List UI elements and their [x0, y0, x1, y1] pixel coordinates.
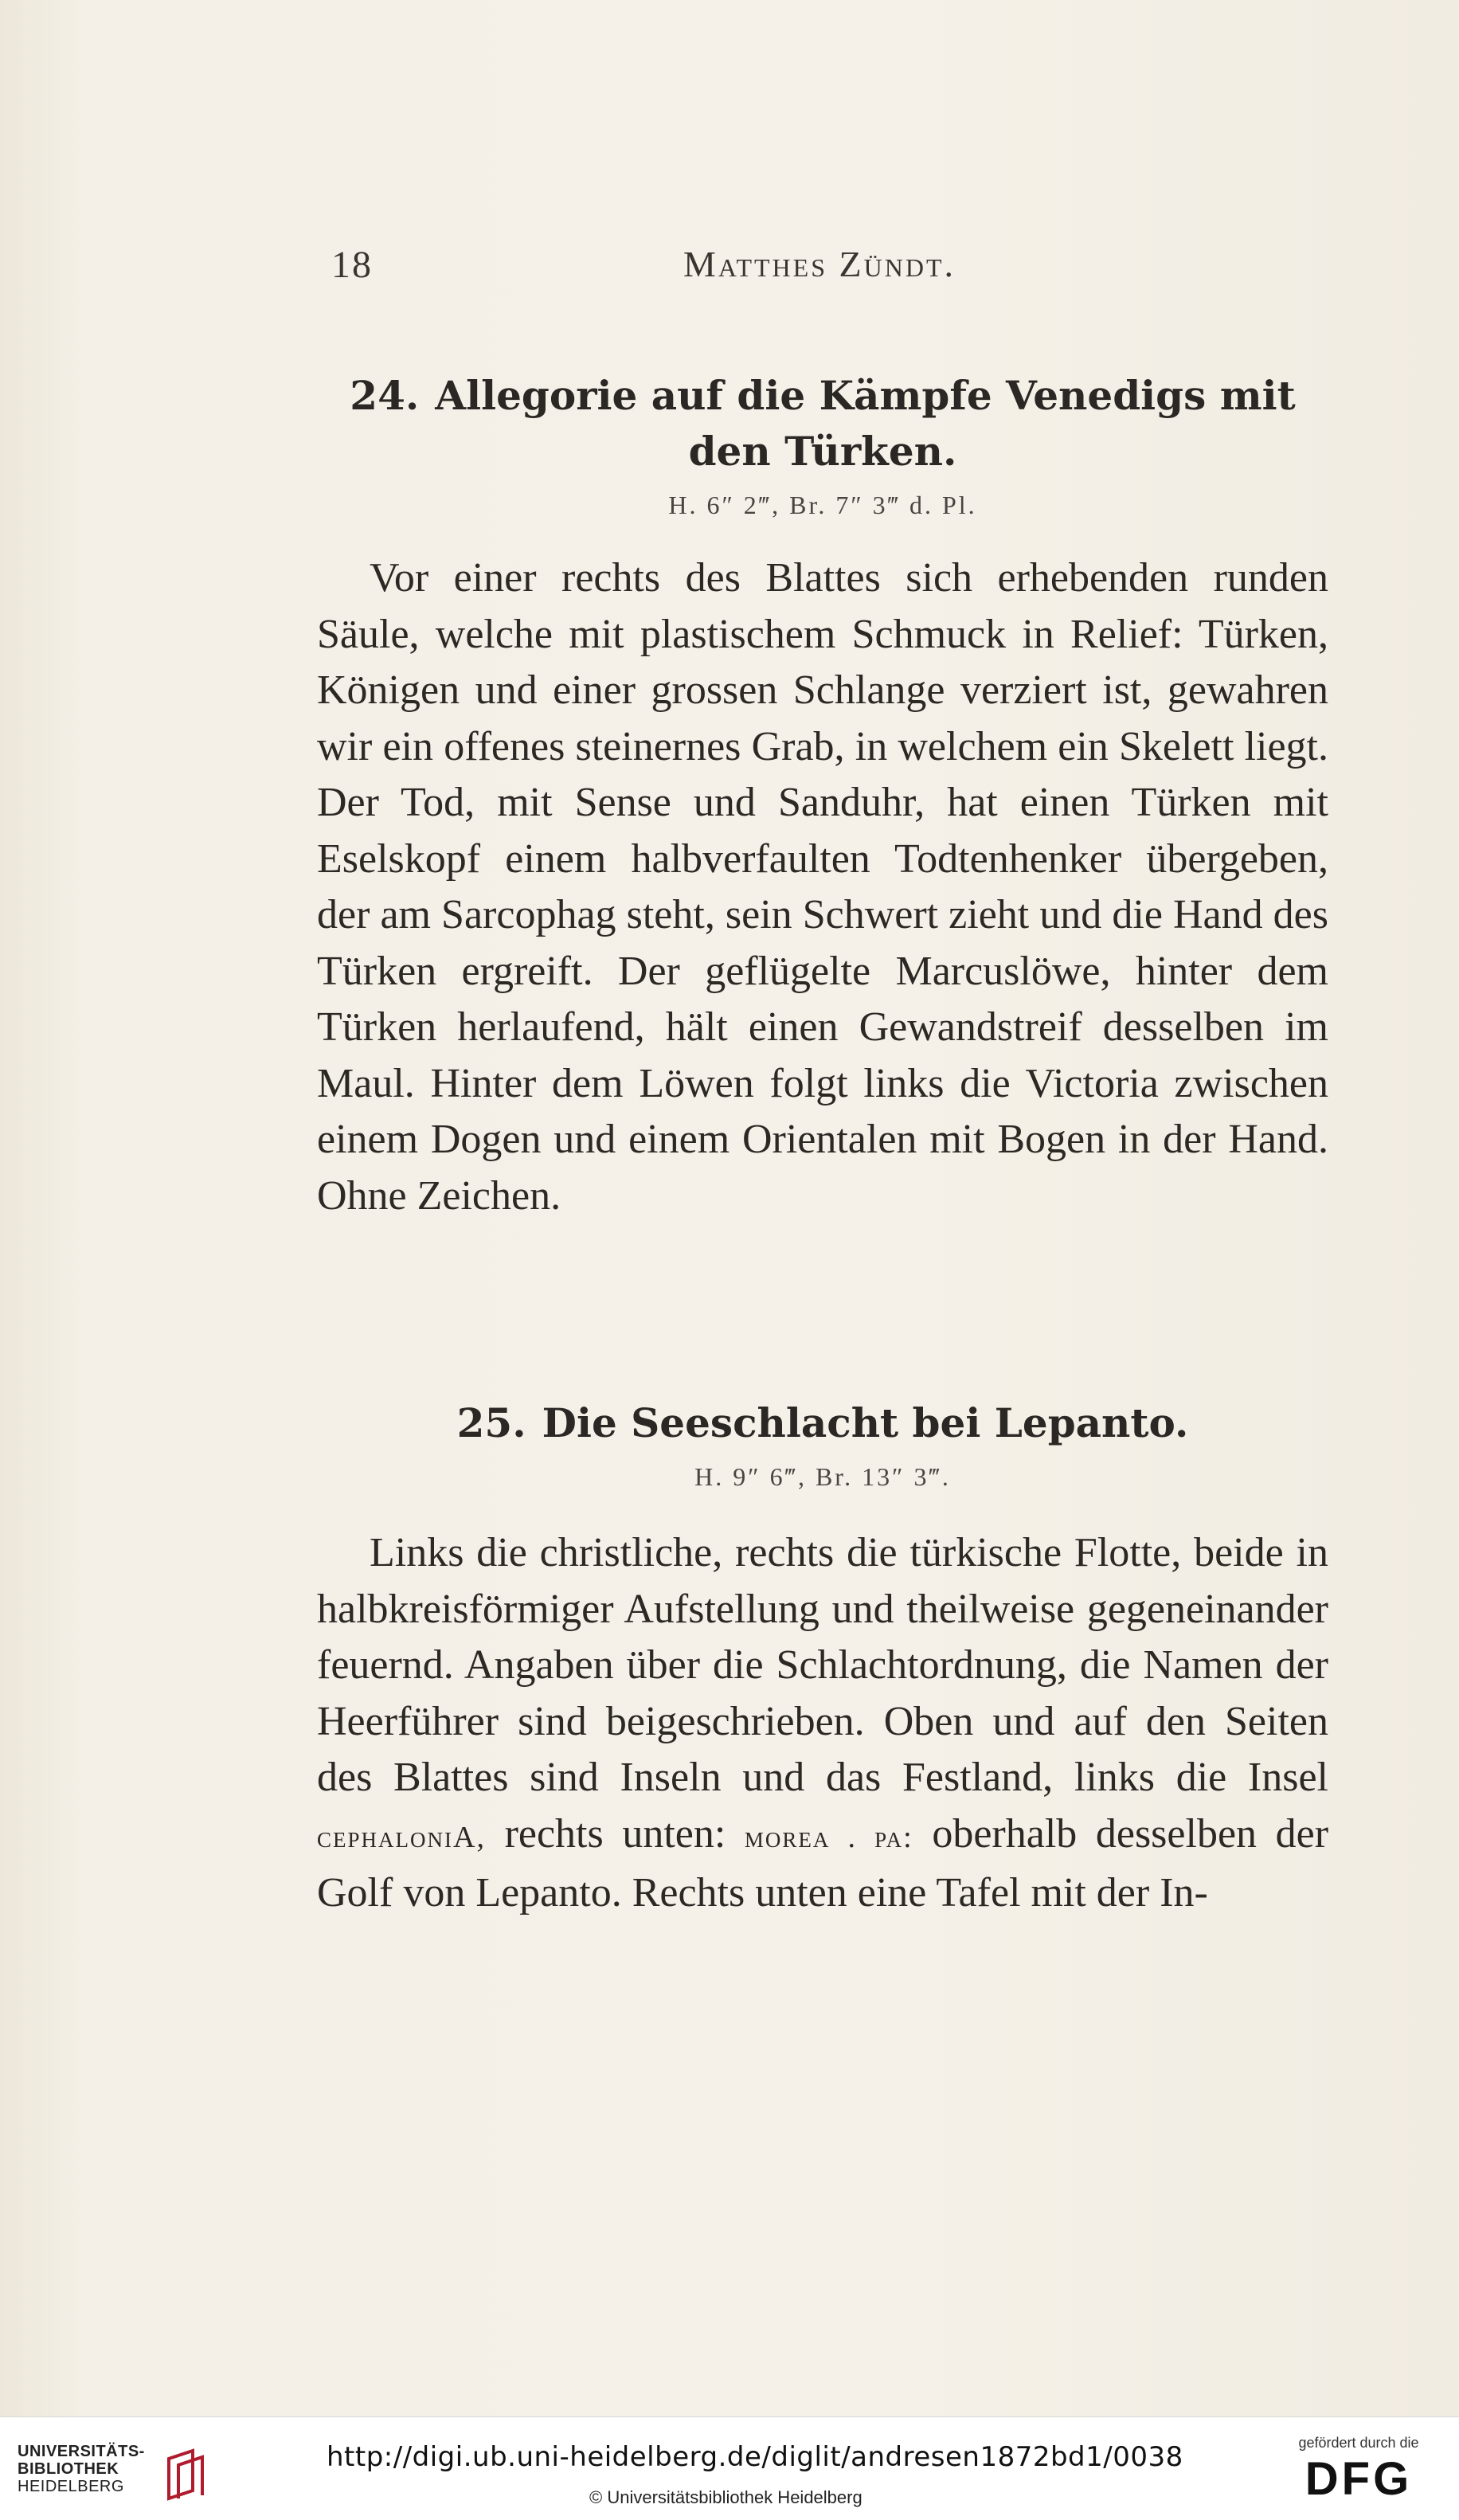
running-head	[317, 243, 1312, 299]
dfg-logo[interactable]	[1287, 2435, 1430, 2514]
entry-description: Vor einer rechts des Blattes sich erhebenden runden Säule, welche mit plastischem Schmuck in Relief: Türken, Königen und einer grossen Schlange verziert ist, gewahren wir ein offenes steinernes Grab, in welchem ein Skelett liegt. Der Tod, mit Sense und Sanduhr, hat einen Türken mit Eselskopf einem halbverfaulten Todtenhenker übergeben, der am Sarcophag steht, sein Schwert zieht und die Hand des Türken ergreift. Der geflügelte Marcuslöwe, hinter dem Türken herlaufend, hält einen Gewandstreif desselben im Maul. Hinter dem Löwen folgt links die Victoria zwischen einem Dogen und einem Orientalen mit Bogen in der Hand. Ohne Zeichen.	[317, 555, 1328, 1219]
inscription-morea: morea . pa:	[744, 1820, 913, 1854]
entry-dimensions: H. 9″ 6‴, Br. 13″ 3‴.	[694, 1462, 951, 1491]
logo-line1: UNIVERSITÄTS-	[18, 2443, 145, 2460]
dfg-supported-by: gefördert durch die	[1298, 2435, 1419, 2451]
description-part3: oberhalb desselben der Golf von Lepanto. Rechts unten eine Tafel mit der In-	[317, 1810, 1329, 1915]
running-title: Matthes Zündt.	[683, 244, 956, 284]
dfg-logo-text: DFG	[1304, 2453, 1413, 2505]
description-part1: Links die christliche, rechts die türkische Flotte, beide in halbkreisförmiger Aufstellung und theilweise gegeneinander feuernd. Angaben über die Schlachtordnung, die Namen der Heerführer sind beigeschrieben. Oben und auf den Seiten des Blattes sind Inseln und das Festland, links die Insel	[317, 1530, 1328, 1800]
entry-title-line2: den Türken.	[688, 428, 957, 475]
entry-heading	[317, 1395, 1328, 1451]
page-number: 18	[331, 244, 373, 286]
logo-line2: BIBLIOTHEK	[18, 2460, 119, 2478]
entry-24	[317, 368, 1328, 1224]
viewer-footer	[0, 2416, 1459, 2520]
copyright-notice: © Universitätsbibliothek Heidelberg	[589, 2487, 862, 2507]
entry-description	[317, 1525, 1328, 1922]
permalink-url[interactable]: http://digi.ub.uni-heidelberg.de/diglit/andresen1872bd1/0038	[327, 2441, 1183, 2473]
entry-title-line1: Die Seeschlacht bei Lepanto.	[542, 1399, 1189, 1446]
library-mark-icon	[161, 2443, 225, 2506]
entry-dimensions: H. 6″ 2‴, Br. 7″ 3‴ d. Pl.	[668, 491, 977, 519]
inscription-cephalonia: cephaloniA,	[317, 1820, 486, 1854]
entry-number: 25.	[456, 1399, 526, 1446]
entry-number: 24.	[350, 372, 420, 419]
entry-25	[317, 1395, 1328, 1922]
entry-title-line1: Allegorie auf die Kämpfe Venedigs mit	[435, 372, 1296, 419]
entry-heading	[317, 368, 1328, 479]
logo-line3: HEIDELBERG	[18, 2478, 124, 2495]
description-part2: rechts unten:	[504, 1810, 726, 1857]
university-library-logo[interactable]	[18, 2443, 225, 2506]
